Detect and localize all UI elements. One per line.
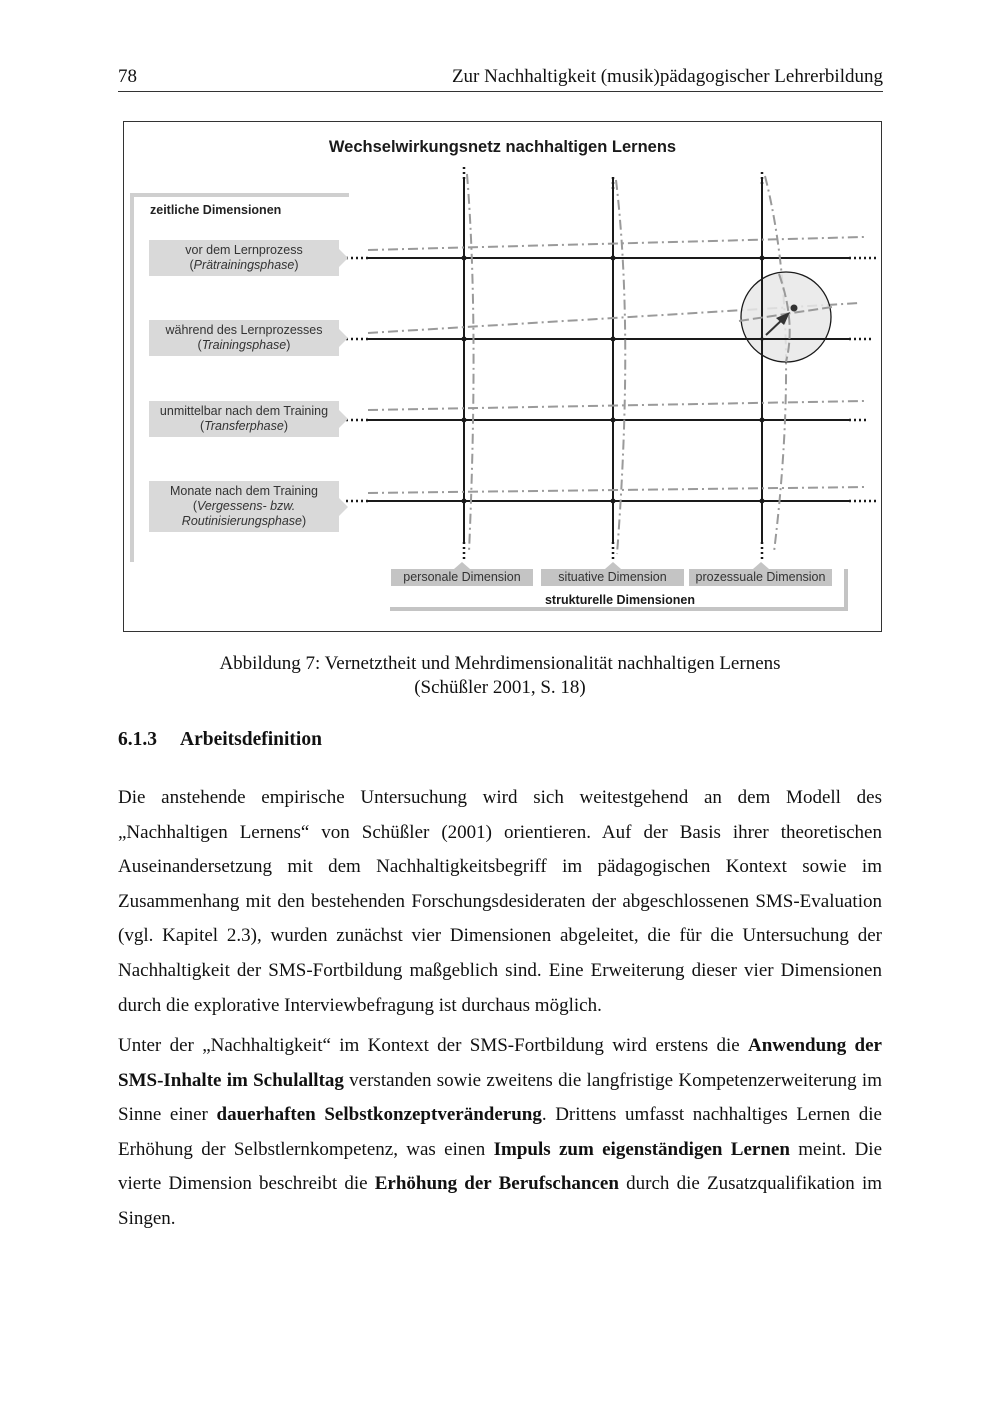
emphasis-self-concept: dauerhaften Selbstkonzeptveränderung (216, 1104, 542, 1126)
emphasis-application: Anwendung der SMS-Inhalte im Schulalltag (118, 1035, 882, 1091)
section-heading (118, 729, 322, 751)
dimension-box-personal: personale Dimension (391, 569, 533, 586)
phase-box-pretraining: vor dem Lernprozess (Prätrainingsphase) (149, 240, 339, 276)
phase-box-routinization: Monate nach dem Training (Vergessens- bzw. Routinisierungsphase) (149, 481, 339, 532)
structural-dimensions-label: strukturelle Dimensionen (544, 593, 696, 607)
dimension-box-situative: situative Dimension (541, 569, 684, 586)
running-title: Zur Nachhaltigkeit (musik)pädagogischer Lehrerbildung (451, 66, 883, 87)
body-paragraph-1: Die anstehende empirische Untersuchung wird sich weitestgehend an dem Modell des „Nachhaltigen Lernens“ von Schüßler (2001) orientieren. Auf der Basis ihrer theoretischen Auseinandersetzung mit dem Nachhaltigkeitsbegriff im pädagogischen Kontext sowie im Zusammenhang mit den bestehenden Forschungsdesideraten der abgeschlossenen SMS-Evaluation (vgl. Kapitel 2.3), wurden zunächst vier Dimensionen abgeleitet, die für die Untersuchung der Nachhaltigkeit der SMS-Fortbildung maßgeblich sind. Eine Erweiterung dieser vier Dimensionen durch die explorative Interviewbefragung ist durchaus möglich. (118, 787, 882, 1016)
phase-box-transfer: unmittelbar nach dem Training (Transferphase) (149, 401, 339, 437)
running-header (118, 64, 883, 92)
phase-box-training: während des Lernprozesses (Trainingsphase) (149, 320, 339, 356)
shifted-dashed-grid (368, 174, 866, 554)
caption-line-2: (Schüßler 2001, S. 18) (414, 677, 586, 698)
body-paragraph-2: Unter der „Nachhaltigkeit“ im Kontext der SMS-Fortbildung wird erstens die Anwendung der SMS-Inhalte im Schulalltag verstanden sowie zweitens die langfristige Kompetenzerweiterung im Sinne einer dauerhaften Selbstkonzeptveränderung. Drittens umfasst nachhaltiges Lernen die Erhöhung der Selbstlernkompetenz, was einen Impuls zum eigenständigen Lernen meint. Die vierte Dimension beschreibt die Erhöhung der Berufschancen durch die Zusatzqualifikation im Singen. (118, 1035, 883, 1229)
figure-caption (110, 652, 890, 700)
section-number: 6.1.3 (118, 729, 157, 750)
vertical-grid-lines (464, 179, 762, 542)
emphasis-impulse: Impuls zum eigenständigen Lernen (493, 1138, 790, 1160)
dimension-box-processual: prozessuale Dimension (689, 569, 832, 586)
section-title: Arbeitsdefinition (180, 729, 322, 750)
caption-line-1: Abbildung 7: Vernetztheit und Mehrdimensionalität nachhaltigen Lernens (219, 653, 781, 674)
figure-diagram (123, 121, 882, 632)
network-grid-graphic (124, 122, 883, 633)
page-number: 78 (118, 66, 137, 87)
temporal-dimensions-header: zeitliche Dimensionen (150, 203, 282, 217)
emphasis-career: Erhöhung der Berufschancen (374, 1173, 619, 1195)
highlight-circle (739, 272, 833, 362)
figure-title: Wechselwirkungsnetz nachhaltigen Lernens (328, 138, 677, 156)
